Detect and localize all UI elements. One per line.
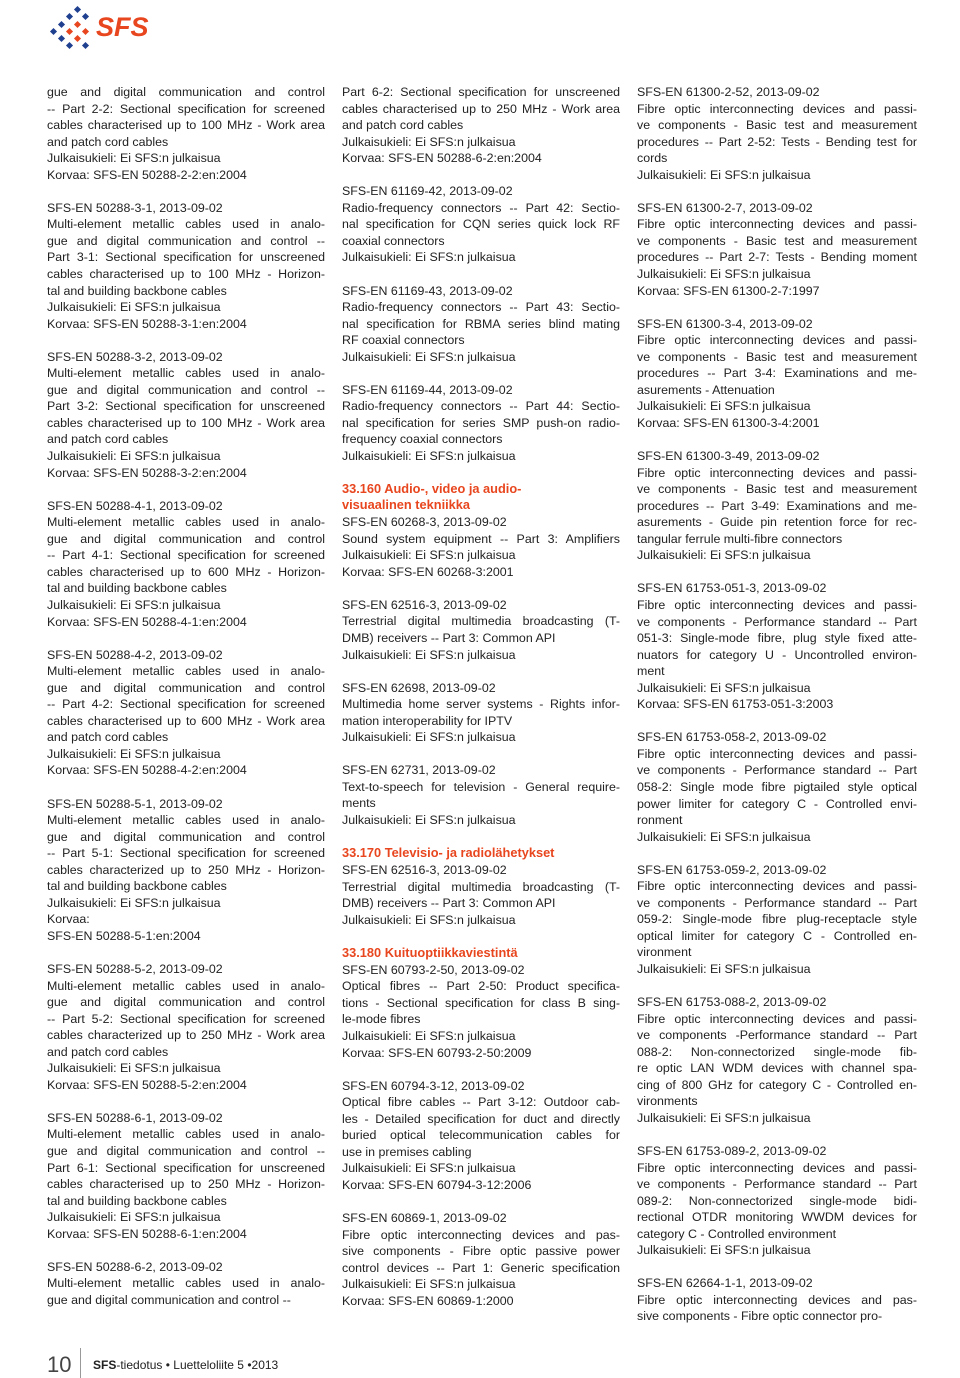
entry-text-line: -- Part 5-1: Sectional specification for screened [47, 846, 325, 861]
entry-text-line: asurements - Attenuation [637, 382, 775, 397]
entry-text-line: Korvaa: SFS-EN 60869-1:2000 [342, 1293, 514, 1308]
entry-text-line: and patch cord cables [47, 1044, 169, 1059]
entry-text-line: Multi-element metallic cables used in analo- [47, 366, 325, 381]
entry-text-line: ronment [637, 813, 683, 828]
entry-text-line: 089-2: Non-connectorized single-mode bidi- [637, 1193, 917, 1208]
entry-text-line: tangular ferrule multi-fibre connectors [637, 531, 843, 546]
standard-id-line: SFS-EN 61300-3-49, 2013-09-02 [637, 449, 820, 464]
entry-text-line: Multi-element metallic cables used in analo- [47, 978, 325, 993]
footer-brand-suffix: -tiedotus [116, 1358, 163, 1372]
entry-text-line: power limiter for category C - Controlled envi- [637, 796, 917, 811]
section-heading-line: 33.170 Televisio- ja radiolähetykset [342, 845, 555, 861]
entry-text-line: Multi-element metallic cables used in analo- [47, 664, 325, 679]
entry-text-line: Julkaisukieli: Ei SFS:n julkaisua [342, 647, 516, 662]
entry-text-line: buried optical telecommunication cables for [342, 1128, 620, 1143]
standard-id-line: SFS-EN 50288-5-2, 2013-09-02 [47, 961, 223, 976]
entry-text-line: ve components - Performance standard -- Part [637, 614, 917, 629]
section-heading [342, 845, 620, 861]
entry-text-line: Multi-element metallic cables used in analo- [47, 217, 325, 232]
footer-brand: SFS [93, 1358, 117, 1372]
entry-text-line: Korvaa: SFS-EN 50288-3-1:en:2004 [47, 316, 247, 331]
footer-publication [93, 1358, 278, 1372]
entry-text-line: gue and digital communication and control -- [47, 1292, 291, 1307]
entry-text-line: Julkaisukieli: Ei SFS:n julkaisua [47, 895, 221, 910]
entry-text-line: Fibre optic interconnecting devices and pas- [342, 1227, 620, 1242]
entry-text-line: 088-2: Non-connectorized single-mode fib- [637, 1044, 917, 1059]
entry-text-line: and patch cord cables [47, 730, 169, 745]
entry-text-line: Julkaisukieli: Ei SFS:n julkaisua [342, 730, 516, 745]
entry-text-line: Julkaisukieli: Ei SFS:n julkaisua [47, 300, 221, 315]
standard-id-line: SFS-EN 50288-6-2, 2013-09-02 [47, 1259, 223, 1274]
entry-text-line: Fibre optic interconnecting devices and passi- [637, 465, 917, 480]
entry-text-line: tions - Sectional specification for class B sing- [342, 995, 620, 1010]
entry-text-line: ve components - Performance standard -- Part [637, 763, 917, 778]
column-1 [47, 84, 325, 1325]
entry-text-line: tal and building backbone cables [47, 283, 227, 298]
entry-text-line: 059-2: Single-mode fibre plug-receptacle style [637, 912, 917, 927]
standard-entry [342, 382, 620, 465]
entry-text-line: Part 6-1: Sectional specification for unscreened [47, 1160, 325, 1175]
entry-text-line: nal specification for series SMP push-on radio- [342, 415, 620, 430]
entry-text-line: Korvaa: SFS-EN 50288-5-2:en:2004 [47, 1077, 247, 1092]
entry-text-line: Optical fibre cables -- Part 3-12: Outdoor cab- [342, 1095, 620, 1110]
standard-id-line: SFS-EN 61300-2-7, 2013-09-02 [637, 200, 813, 215]
entry-text-line: Terrestrial digital multimedia broadcasting (T- [342, 614, 620, 629]
entry-text-line: Korvaa: SFS-EN 61300-2-7:1997 [637, 283, 820, 298]
entry-text-line: tal and building backbone cables [47, 879, 227, 894]
entry-text-line: sive components - Fibre optic connector pro- [637, 1309, 883, 1324]
standard-id-line: SFS-EN 62664-1-1, 2013-09-02 [637, 1276, 813, 1291]
standard-id-line: SFS-EN 61169-43, 2013-09-02 [342, 283, 513, 298]
entry-text-line: Korvaa: SFS-EN 60793-2-50:2009 [342, 1045, 532, 1060]
entry-text-line: Korvaa: SFS-EN 60268-3:2001 [342, 564, 514, 579]
entry-text-line: Julkaisukieli: Ei SFS:n julkaisua [637, 267, 811, 282]
standard-entry [342, 481, 620, 580]
entry-text-line: Korvaa: SFS-EN 50288-6-2:en:2004 [342, 151, 542, 166]
standard-entry [637, 862, 917, 978]
entry-text-line: ve components - Basic test and measurement [637, 349, 917, 364]
standard-entry [47, 200, 325, 332]
standard-id-line: SFS-EN 50288-6-1, 2013-09-02 [47, 1110, 223, 1125]
entry-text-line: Multi-element metallic cables used in analo- [47, 515, 325, 530]
entry-text-line: cables characterised up to 100 MHz - Horizon- [47, 267, 325, 282]
standard-entry [637, 1143, 917, 1259]
entry-text-line: Korvaa: SFS-EN 60794-3-12:2006 [342, 1177, 532, 1192]
entry-text-line: Text-to-speech for television - General require- [342, 779, 620, 794]
logo-text: SFS [96, 12, 149, 42]
entry-text-line: Fibre optic interconnecting devices and passi- [637, 1011, 917, 1026]
entry-text-line: cables characterised up to 600 MHz - Horizon- [47, 564, 325, 579]
standard-id-line: SFS-EN 61169-44, 2013-09-02 [342, 382, 513, 397]
entry-text-line: Julkaisukieli: Ei SFS:n julkaisua [47, 746, 221, 761]
footer-bullet: • [247, 1358, 252, 1372]
entry-text-line: Korvaa: [47, 912, 90, 927]
entry-text-line: cords [637, 151, 668, 166]
entry-text-line: procedures -- Part 3-4: Examinations and me- [637, 366, 917, 381]
standard-id-line: SFS-EN 50288-3-2, 2013-09-02 [47, 349, 223, 364]
entry-text-line: gue and digital communication and control [47, 531, 325, 546]
page-number: 10 [47, 1352, 72, 1377]
footer-bullet: • [165, 1358, 170, 1372]
standard-entry [47, 1259, 325, 1309]
entry-text-line: procedures -- Part 2-7: Tests - Bending moment [637, 250, 917, 265]
standard-id-line: SFS-EN 61169-42, 2013-09-02 [342, 184, 513, 199]
footer-separator [80, 1348, 81, 1378]
entry-text-line: procedures -- Part 2-52: Tests - Bending test for [637, 134, 917, 149]
standard-entry [637, 448, 917, 564]
entry-text-line: Korvaa: SFS-EN 61753-051-3:2003 [637, 697, 834, 712]
entry-text-line: gue and digital communication and control -- [47, 1144, 325, 1158]
entry-text-line: cables characterised up to 250 MHz - Horizon- [47, 1177, 325, 1192]
standard-entry [342, 1210, 620, 1309]
entry-text-line: les - Detailed specification for duct and directly [342, 1111, 620, 1126]
entry-text-line: Multi-element metallic cables used in analo- [47, 813, 325, 828]
entry-text-line: Multi-element metallic cables used in analo- [47, 1276, 325, 1291]
standard-entry [637, 1275, 917, 1325]
entry-text-line: rectional OTDR monitoring WWDM devices for [637, 1210, 917, 1225]
entry-text-line: coaxial connectors [342, 233, 445, 248]
standard-entry [342, 183, 620, 266]
entry-text-line: Terrestrial digital multimedia broadcasting (T- [342, 879, 620, 894]
entry-text-line: Julkaisukieli: Ei SFS:n julkaisua [342, 134, 516, 149]
entry-text-line: vironment [637, 945, 692, 960]
standard-entry [637, 84, 917, 183]
entry-text-line: Julkaisukieli: Ei SFS:n julkaisua [637, 829, 811, 844]
entry-text-line: Fibre optic interconnecting devices and passi- [637, 1160, 917, 1175]
entry-text-line: Radio-frequency connectors -- Part 44: Sectio- [342, 399, 620, 414]
entry-text-line: ment [637, 664, 665, 679]
entry-text-line: cables characterized up to 250 MHz - Horizon- [47, 862, 325, 877]
standard-entry [637, 200, 917, 299]
entry-text-line: Julkaisukieli: Ei SFS:n julkaisua [637, 548, 811, 563]
entry-text-line: category C - Controlled environment [637, 1226, 837, 1241]
entry-text-line: gue and digital communication and control [47, 829, 325, 844]
entry-text-line: -- Part 4-1: Sectional specification for screened [47, 548, 325, 563]
entry-text-line: Julkaisukieli: Ei SFS:n julkaisua [637, 399, 811, 414]
entry-text-line: Fibre optic interconnecting devices and passi- [637, 879, 917, 894]
entry-text-line: Julkaisukieli: Ei SFS:n julkaisua [342, 250, 516, 265]
entry-text-line: cables characterised up to 600 MHz - Work area [47, 713, 325, 728]
footer-issue: Luetteloliite 5 [173, 1358, 244, 1372]
entry-text-line: Optical fibres -- Part 2-50: Product specifica- [342, 979, 620, 994]
standard-entry [342, 1078, 620, 1194]
entry-text-line: re optic LAN WDM devices with channel spa- [637, 1061, 917, 1076]
standard-id-line: SFS-EN 50288-5-1, 2013-09-02 [47, 796, 223, 811]
entry-text-line: nal specification for RBMA series blind mating [342, 316, 620, 331]
standard-entry [342, 762, 620, 828]
standard-id-line: SFS-EN 62731, 2013-09-02 [342, 763, 496, 778]
entry-text-line: Fibre optic interconnecting devices and pas- [637, 1292, 917, 1307]
entry-text-line: Julkaisukieli: Ei SFS:n julkaisua [47, 1210, 221, 1225]
entry-text-line: Radio-frequency connectors -- Part 43: Sectio- [342, 300, 620, 315]
standard-entry [47, 961, 325, 1093]
standard-id-line: SFS-EN 60869-1, 2013-09-02 [342, 1211, 507, 1225]
entry-text-line: optical limiter for category C - Controlled en- [637, 928, 917, 943]
standard-id-line: SFS-EN 61300-2-52, 2013-09-02 [637, 85, 820, 99]
entry-text-line: vironments [637, 1094, 698, 1109]
standard-entry [47, 647, 325, 779]
entry-text-line: gue and digital communication and control -- [47, 233, 325, 248]
entry-text-line: Julkaisukieli: Ei SFS:n julkaisua [47, 151, 221, 166]
entry-text-line: SFS-EN 50288-5-1:en:2004 [47, 928, 201, 943]
standard-id-line: SFS-EN 50288-4-1, 2013-09-02 [47, 498, 223, 513]
entry-text-line: tal and building backbone cables [47, 581, 227, 596]
entry-text-line: Julkaisukieli: Ei SFS:n julkaisua [342, 1161, 516, 1176]
entry-text-line: gue and digital communication and control [47, 995, 325, 1010]
entry-text-line: Julkaisukieli: Ei SFS:n julkaisua [637, 1243, 811, 1258]
entry-text-line: cables characterized up to 250 MHz - Work area [47, 1028, 325, 1043]
entry-text-line: asurements - Guide pin retention force for rec- [637, 515, 917, 530]
standard-entry [637, 729, 917, 845]
standard-id-line: SFS-EN 62516-3, 2013-09-02 [342, 597, 507, 612]
standard-entry [47, 796, 325, 945]
standard-entry [47, 84, 325, 183]
entry-text-line: Fibre optic interconnecting devices and passi- [637, 597, 917, 612]
standard-id-line: SFS-EN 61753-051-3, 2013-09-02 [637, 581, 827, 596]
standard-id-line: SFS-EN 62516-3, 2013-09-02 [342, 863, 507, 878]
column-3 [637, 84, 917, 1342]
entry-text-line: and patch cord cables [47, 134, 169, 149]
entry-text-line: procedures -- Part 3-49: Examinations and me- [637, 498, 917, 513]
entry-text-line: ve components - Performance standard -- Part [637, 895, 917, 910]
entry-text-line: ments [342, 796, 376, 811]
standard-id-line: SFS-EN 60794-3-12, 2013-09-02 [342, 1078, 525, 1093]
standard-entry [47, 1110, 325, 1242]
standard-entry [342, 283, 620, 366]
entry-text-line: Multimedia home server systems - Rights infor- [342, 697, 620, 712]
standard-id-line: SFS-EN 61753-089-2, 2013-09-02 [637, 1144, 827, 1158]
standard-id-line: SFS-EN 61753-059-2, 2013-09-02 [637, 862, 827, 877]
entry-text-line: Korvaa: SFS-EN 50288-3-2:en:2004 [47, 465, 247, 480]
entry-text-line: Fibre optic interconnecting devices and passi- [637, 746, 917, 761]
standard-entry [637, 580, 917, 712]
entry-text-line: cables characterised up to 100 MHz - Work area [47, 415, 325, 430]
entry-text-line: ve components -Performance standard -- Part [637, 1028, 917, 1043]
entry-text-line: Fibre optic interconnecting devices and passi- [637, 333, 917, 348]
entry-text-line: Julkaisukieli: Ei SFS:n julkaisua [342, 1028, 516, 1043]
column-2 [342, 84, 620, 1326]
standard-id-line: Part 6-2: Sectional specification for unscreened [342, 85, 620, 99]
entry-text-line: nuators for category U - Uncontrolled environ- [637, 647, 917, 662]
entry-text-line: control devices -- Part 1: Generic specification [342, 1260, 620, 1275]
standard-entry [47, 498, 325, 630]
section-heading-line: 33.160 Audio-, video ja audio- [342, 481, 522, 497]
entry-text-line: Julkaisukieli: Ei SFS:n julkaisua [342, 349, 516, 364]
entry-text-line: use in premises cabling [342, 1144, 472, 1159]
standard-entry [342, 680, 620, 746]
section-heading [342, 945, 620, 961]
entry-text-line: -- Part 2-2: Sectional specification for screened [47, 101, 325, 116]
standard-id-line: gue and digital communication and control [47, 85, 325, 99]
entry-text-line: Radio-frequency connectors -- Part 42: Sectio- [342, 200, 620, 215]
standard-id-line: SFS-EN 61300-3-4, 2013-09-02 [637, 316, 813, 331]
entry-text-line: Julkaisukieli: Ei SFS:n julkaisua [637, 961, 811, 976]
entry-text-line: cables characterised up to 250 MHz - Work area [342, 101, 620, 116]
entry-text-line: ve components - Performance standard -- Part [637, 1177, 917, 1192]
entry-text-line: and patch cord cables [47, 432, 169, 447]
entry-text-line: and patch cord cables [342, 118, 464, 133]
entry-text-line: Fibre optic interconnecting devices and passi- [637, 101, 917, 116]
standard-entry [342, 845, 620, 928]
entry-text-line: frequency coaxial connectors [342, 432, 503, 447]
entry-text-line: RF coaxial connectors [342, 333, 465, 348]
entry-text-line: Julkaisukieli: Ei SFS:n julkaisua [342, 812, 516, 827]
entry-text-line: gue and digital communication and control [47, 680, 325, 695]
entry-text-line: tal and building backbone cables [47, 1193, 227, 1208]
entry-text-line: Part 3-2: Sectional specification for unscreened [47, 399, 325, 414]
entry-text-line: ve components - Basic test and measurement [637, 118, 917, 133]
entry-text-line: mation interoperability for IPTV [342, 713, 513, 728]
entry-text-line: DMB) receivers -- Part 3: Common API [342, 896, 556, 911]
entry-text-line: Part 3-1: Sectional specification for unscreened [47, 250, 325, 265]
entry-text-line: Julkaisukieli: Ei SFS:n julkaisua [637, 1110, 811, 1125]
entry-text-line: Korvaa: SFS-EN 50288-4-1:en:2004 [47, 614, 247, 629]
section-heading [342, 481, 620, 513]
entry-text-line: Sound system equipment -- Part 3: Amplifiers [342, 531, 620, 546]
standard-id-line: SFS-EN 50288-3-1, 2013-09-02 [47, 200, 223, 215]
entry-text-line: Korvaa: SFS-EN 50288-6-1:en:2004 [47, 1226, 247, 1241]
entry-text-line: cing of 800 GHz for category C - Controlled en- [637, 1077, 917, 1092]
entry-text-line: Julkaisukieli: Ei SFS:n julkaisua [637, 167, 811, 182]
standard-id-line: SFS-EN 62698, 2013-09-02 [342, 680, 496, 695]
standard-id-line: SFS-EN 61753-088-2, 2013-09-02 [637, 995, 827, 1010]
entry-text-line: Fibre optic interconnecting devices and passi- [637, 217, 917, 232]
entry-text-line: nal specification for CQN series quick lock RF [342, 217, 620, 232]
entry-text-line: Julkaisukieli: Ei SFS:n julkaisua [342, 1277, 516, 1292]
entry-text-line: 051-3: Single-mode fibre, plug style fixed atte- [637, 631, 917, 646]
entry-text-line: sive components - Fibre optic passive power [342, 1244, 620, 1259]
standard-entry [342, 84, 620, 167]
entry-text-line: Korvaa: SFS-EN 50288-4-2:en:2004 [47, 763, 247, 778]
entry-text-line: ve components - Basic test and measurement [637, 233, 917, 248]
entry-text-line: Julkaisukieli: Ei SFS:n julkaisua [47, 1061, 221, 1076]
entry-text-line: Julkaisukieli: Ei SFS:n julkaisua [342, 912, 516, 927]
standard-entry [342, 597, 620, 663]
entry-text-line: cables characterised up to 100 MHz - Work area [47, 118, 325, 133]
entry-text-line: Julkaisukieli: Ei SFS:n julkaisua [47, 449, 221, 464]
entry-text-line: Korvaa: SFS-EN 61300-3-4:2001 [637, 415, 820, 430]
entry-text-line: Julkaisukieli: Ei SFS:n julkaisua [342, 449, 516, 464]
entry-text-line: -- Part 4-2: Sectional specification for screened [47, 697, 325, 712]
standard-entry [637, 994, 917, 1126]
entry-text-line: -- Part 5-2: Sectional specification for screened [47, 1011, 325, 1026]
entry-text-line: 058-2: Single mode fibre pigtailed style optical [637, 779, 917, 794]
standard-entry [342, 945, 620, 1061]
entry-text-line: le-mode fibres [342, 1012, 421, 1027]
entry-text-line: Julkaisukieli: Ei SFS:n julkaisua [47, 597, 221, 612]
section-heading-line: visuaalinen tekniikka [342, 497, 471, 513]
entry-text-line: Julkaisukieli: Ei SFS:n julkaisua [342, 548, 516, 563]
standard-id-line: SFS-EN 50288-4-2, 2013-09-02 [47, 647, 223, 662]
entry-text-line: ve components - Basic test and measurement [637, 482, 917, 497]
entry-text-line: Korvaa: SFS-EN 50288-2-2:en:2004 [47, 167, 247, 182]
standard-id-line: SFS-EN 61753-058-2, 2013-09-02 [637, 730, 827, 745]
entry-text-line: gue and digital communication and control -- [47, 382, 325, 397]
standard-entry [47, 349, 325, 481]
entry-text-line: DMB) receivers -- Part 3: Common API [342, 630, 556, 645]
standard-entry [637, 316, 917, 432]
entry-text-line: Julkaisukieli: Ei SFS:n julkaisua [637, 680, 811, 695]
entry-text-line: Multi-element metallic cables used in analo- [47, 1127, 325, 1142]
standard-id-line: SFS-EN 60793-2-50, 2013-09-02 [342, 962, 525, 977]
footer-year: 2013 [251, 1358, 279, 1372]
section-heading-line: 33.180 Kuituoptiikkaviestintä [342, 944, 518, 960]
standard-id-line: SFS-EN 60268-3, 2013-09-02 [342, 515, 507, 530]
